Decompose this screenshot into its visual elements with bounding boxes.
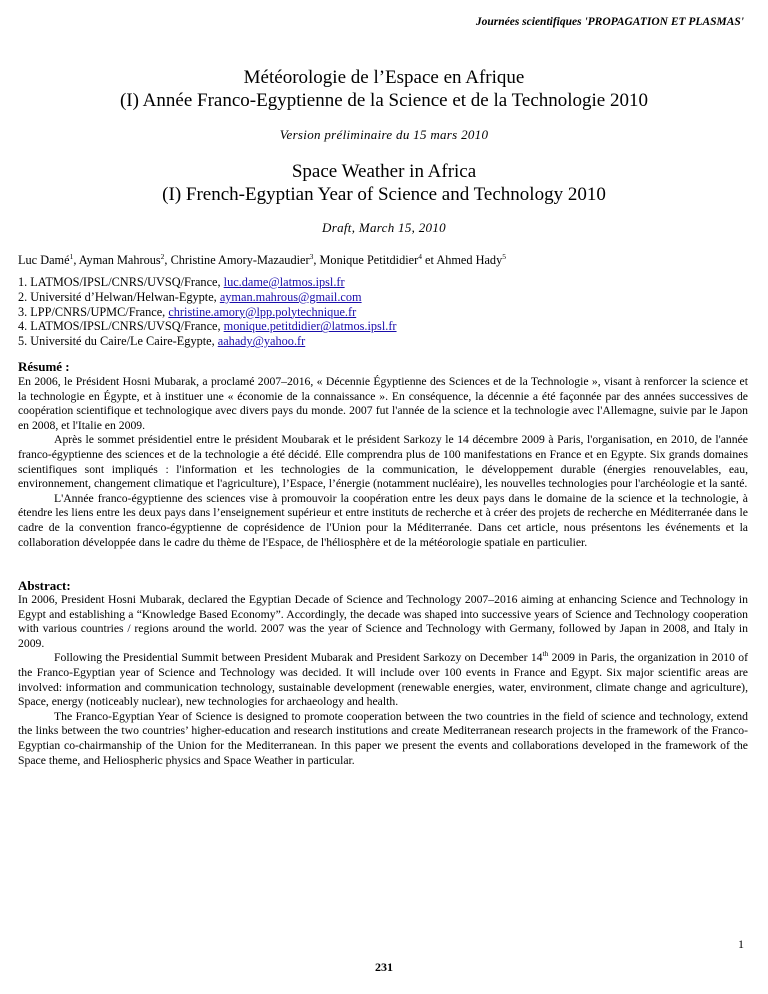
email-link[interactable]: monique.petitdidier@latmos.ipsl.fr — [223, 319, 397, 334]
affiliation: 4. LATMOS/IPSL/CNRS/UVSQ/France, monique.petitdidier@latmos.ipsl.fr — [18, 319, 397, 334]
abstract-body — [18, 593, 748, 768]
resume-heading: Résumé : — [18, 359, 70, 374]
email-link[interactable]: aahady@yahoo.fr — [217, 334, 306, 349]
english-title-line-1: Space Weather in Africa — [291, 161, 477, 182]
affiliation: 5. Université du Caire/Le Caire-Egypte, aahady@yahoo.fr — [18, 334, 306, 349]
resume-body — [18, 375, 748, 550]
resume-paragraph: Après le sommet présidentiel entre le président Moubarak et le président Sarkozy le 14 décembre 2009 à Paris, l'organisation, en 2010, de l'année franco-égyptienne des sciences et de la technologie a été décidé. Elle comprendra plus de 100 manifestations en France et en Egypte. Six grands domaines scientifiques sont impliqués : l'information et les technologies de la communication, le développement durable (énergies renouvelables, eau, environnement, changement climatique et l'agriculture), l’Espace, l’énergie (notamment nucléaire), les nouvelles technologies pour l'archéologie et la santé. — [18, 433, 748, 491]
author: Ahmed Hady$^5$ — [436, 251, 506, 267]
english-version-note: Draft, March 15, 2010 — [322, 220, 446, 235]
abstract-paragraph: Following the Presidential Summit between President Mubarak and President Sarkozy on December 14th 2009 in Paris, the organization in 2010 of the Franco-Egyptian year of Science and Technology was decided. It will include over 100 events in France and Egypt. Six major scientific areas are involved: information and communication technology, sustainable development (renewable energies, water, environment, climate change and agriculture), Space, energy (noticeably nuclear), new technologies for archaeology and health. — [18, 649, 748, 709]
author: Christine Amory-Mazaudier$^3$, — [170, 251, 320, 267]
english-title — [0, 160, 768, 206]
email-link[interactable]: christine.amory@lpp.polytechnique.fr — [168, 304, 357, 319]
abstract-paragraph: In 2006, President Hosni Mubarak, declared the Egyptian Decade of Science and Technology 2007–2016 aiming at enhancing Science and Technology in Egypt and establishing a “Knowledge Based Economy”. Accordingly, the decade was shaped into successive years of Science and Technology cooperation with various countries / regions around the world. 2007 was the year of Science and Technology with Germany, followed by Japan in 2008, and Italy in 2009. — [18, 593, 748, 650]
email-link[interactable]: luc.dame@latmos.ipsl.fr — [223, 275, 345, 289]
resume-paragraph: En 2006, le Président Hosni Mubarak, a proclamé 2007–2016, « Décennie Égyptienne des Sciences et de la Technologie », visant à renforcer la science et la technologie en Égypte, et à instituer une « économie de la connaissance ». En conséquence, la décennie a été façonnée par des années successives de coopération scientifique et technologique avec divers pays du monde. 2007 fut l'année de la science et la technologie avec l'Allemagne, suivie par le Japon en 2008, et l'Italie en 2009. — [18, 375, 748, 432]
french-title — [0, 66, 768, 112]
author: Monique Petitdidier$^4$ et — [319, 251, 437, 267]
affiliation: 2. Université d’Helwan/Helwan-Egypte, ayman.mahrous@gmail.com — [18, 289, 362, 304]
resume-paragraph: L'Année franco-égyptienne des sciences vise à promouvoir la coopération entre les deux pays dans le domaine de la science et la technologie, à étendre les liens entre les deux pays dans l’enseignement supérieur et entre instituts de recherche et à créer des projets de recherche en Méditerranée dans le cadre de la convention franco-égyptienne de coprésidence de l'Union pour la Méditerranée. Dans cet article, nous présentons les événements et la collaboration développée dans le cadre du thème de l'Espace, de l'héliosphère et de la météorologie spatiale en particulier. — [18, 491, 748, 549]
email-link[interactable]: ayman.mahrous@gmail.com — [219, 289, 362, 304]
proceedings-page-number: 231 — [375, 960, 393, 974]
french-version-note: Version préliminaire du 15 mars 2010 — [279, 127, 489, 142]
author: Ayman Mahrous$^2$, — [78, 251, 171, 267]
french-title-line-1: Météorologie de l’Espace en Afrique — [243, 67, 525, 88]
affiliation: 1. LATMOS/IPSL/CNRS/UVSQ/France, luc.dame@latmos.ipsl.fr — [18, 275, 345, 289]
running-head: Journées scientifiques 'PROPAGATION ET PLASMAS' — [475, 16, 744, 28]
page-number: 1 — [738, 937, 744, 951]
affiliation-list — [18, 275, 397, 349]
author-list — [18, 253, 506, 268]
french-title-line-2: (I) Année Franco-Egyptienne de la Science et de la Technologie 2010 — [119, 90, 648, 111]
abstract-paragraph: The Franco-Egyptian Year of Science is designed to promote cooperation between the two countries in the field of science and technology, extend the links between the two countries’ higher-education and research institutions and create Mediterranean research projects in the framework of the Franco-Egyptian co-chairmanship of the Union for the Mediterranean. In this paper we present the events and collaborations developed in the framework of the Space theme, and Heliospheric physics and Space Weather in particular. — [18, 709, 748, 767]
english-title-line-2: (I) French-Egyptian Year of Science and Technology 2010 — [162, 184, 606, 205]
affiliation: 3. LPP/CNRS/UPMC/France, christine.amory@lpp.polytechnique.fr — [18, 304, 357, 319]
abstract-heading: Abstract: — [18, 578, 71, 593]
author: Luc Damé$^1$, — [18, 251, 79, 267]
